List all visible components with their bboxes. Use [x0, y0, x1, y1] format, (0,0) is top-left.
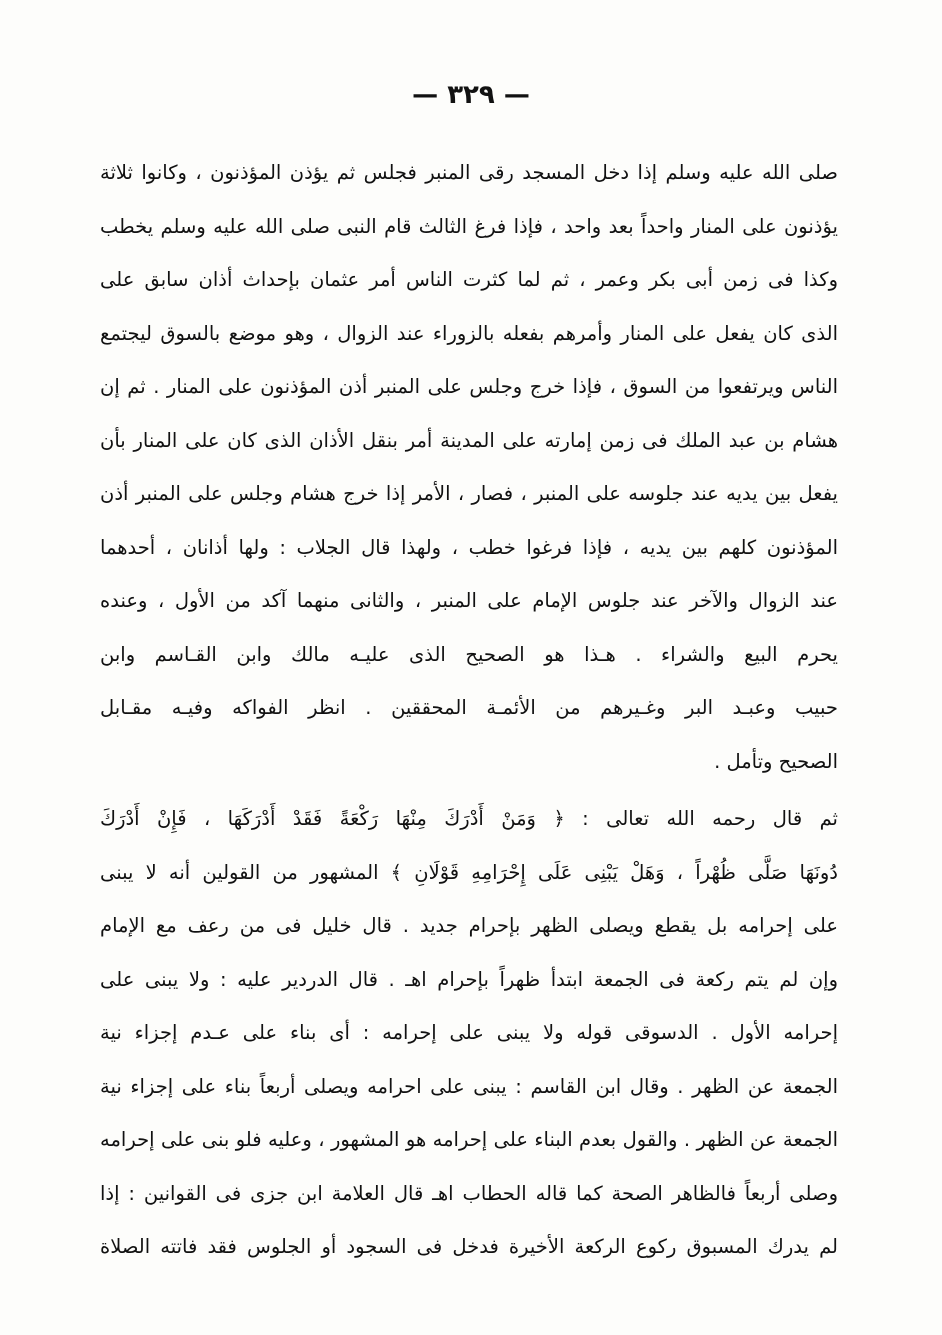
text-line: على إحرامه بل يقطع ويصلى الظهر بإحرام جديد . قال خليل فى من رعف مع الإمام: [100, 914, 838, 937]
text-line: الجمعة عن الظهر . وقال ابن القاسم : يبنى على احرامه ويصلى أربعاً بناء على إجزاء نية: [100, 1074, 838, 1098]
text-line: يحرم البيع والشراء . هـذا هو الصحيح الذى عليـه مالك وابن القـاسم وابن: [100, 642, 838, 666]
text-line: إحرامه الأول . الدسوقى قوله ولا يبنى على إحرامه : أى بناء على عـدم إجزاء نية: [100, 1021, 838, 1044]
text-line: الذى كان يفعل على المنار وأمرهم بفعله بالزوراء عند الزوال ، وهو موضع بالسوق ليجتمع: [100, 321, 838, 345]
text-line: ثم قال رحمه الله تعالى : ﴿ وَمَنْ أَدْرَكَ مِنْهَا رَكْعَةً فَقَدْ أَدْرَكَهَا ، فَإِنْ أَدْرَكَ: [100, 807, 838, 830]
text-line: الصحيح وتأمل .: [714, 749, 838, 773]
text-line: المؤذنون كلهم بين يديه ، فإذا فرغوا خطب ، ولهذا قال الجلاب : ولها أذانان ، أحدهما: [100, 535, 838, 559]
text-line: الناس ويرتفعوا من السوق ، فإذا خرج وجلس على المنبر أذن المؤذنون على المنار . ثم إن: [100, 375, 838, 398]
page-number: — ٣٢٩ —: [412, 80, 530, 110]
text-line: وكذا فى زمن أبى بكر وعمر ، ثم لما كثرت الناس أمر عثمان بإحداث أذان سابق على: [100, 268, 838, 291]
text-line: عند الزوال والآخر عند جلوس الإمام على المنبر ، والثانى منهما آكد من الأول ، وعنده: [100, 589, 838, 612]
text-line: لم يدرك المسبوق ركوع الركعة الأخيرة فدخل فى السجود أو الجلوس فقد فاتته الصلاة: [100, 1235, 838, 1258]
text-line: يفعل بين يديه عند جلوسه على المنبر ، فصار ، الأمر إذا خرج هشام وجلس على المنبر أذن: [100, 482, 838, 505]
text-line: وصلى أربعاً فالظاهر الصحة كما قاله الحطاب اهـ قال العلامة ابن جزى فى القوانين : إذا: [100, 1181, 838, 1205]
text-line: دُونَهَا صَلَّى ظُهْراً ، وَهَلْ يَبْنِى عَلَى إِحْرَامِهِ قَوْلَانِ ﴾ المشهور من القولين أنه لا يبنى: [100, 860, 838, 884]
text-line: الجمعة عن الظهر . والقول بعدم البناء على إحرامه هو المشهور ، وعليه فلو بنى على إحرامه: [100, 1128, 838, 1151]
text-line: يؤذنون على المنار واحداً بعد واحد ، فإذا فرغ الثالث قام النبى صلى الله عليه وسلم يخطب: [100, 214, 838, 238]
paragraph-2: [100, 792, 838, 1274]
paragraph-1: [100, 146, 838, 788]
text-line: حبيب وعبـد البر وغـيرهم من الأئمـة المحققين . انظر الفواكه وفيـه مقـابل: [100, 696, 838, 719]
text-line: صلى الله عليه وسلم إذا دخل المسجد رقى المنبر فجلس ثم يؤذن المؤذنون ، وكانوا ثلاثة: [100, 161, 838, 184]
text-line: وإن لم يتم ركعة فى الجمعة ابتدأ ظهراً بإحرام اهـ . قال الدردير عليه : ولا يبنى على: [100, 967, 838, 991]
text-line: هشام بن عبد الملك فى زمن إمارته على المدينة أمر بنقل الأذان الذى كان على المنار بأن: [100, 428, 838, 452]
